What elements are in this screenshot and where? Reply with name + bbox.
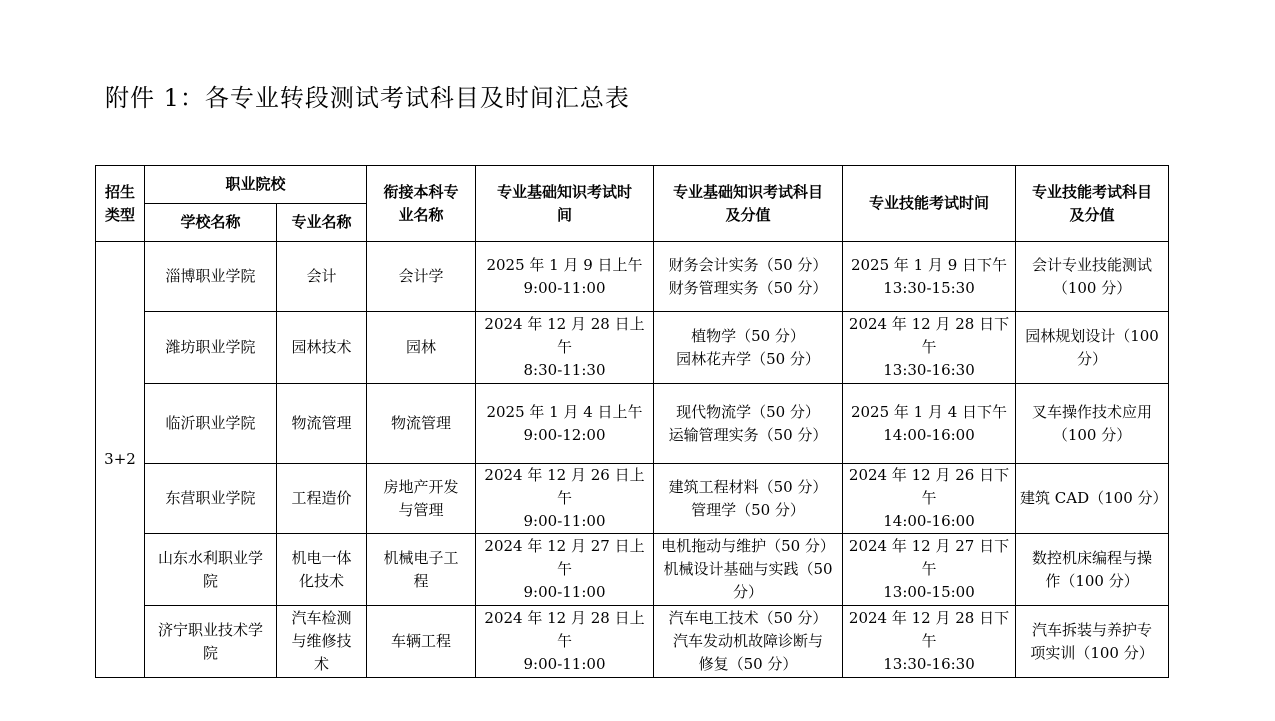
major-name-cell xyxy=(277,384,367,464)
school-name-cell xyxy=(145,242,277,312)
school-name-cell-line: 潍坊职业学院 xyxy=(165,338,256,356)
basic-exam-time-cell xyxy=(476,606,654,678)
undergrad-major-cell-line: 车辆工程 xyxy=(391,632,452,650)
school-name-cell-line: 淄博职业学院 xyxy=(165,267,256,285)
basic-exam-subjects-cell-line: 修复（50 分） xyxy=(698,655,798,673)
header-basic-exam-time-line: 间 xyxy=(557,205,573,224)
basic-exam-time-cell-line: 2024 年 12 月 27 日上午 xyxy=(484,537,645,578)
skill-exam-time-cell-line: 14:00-16:00 xyxy=(883,425,975,444)
skill-exam-subjects-cell-line: 分） xyxy=(1077,349,1108,368)
skill-exam-time-cell-line: 2025 年 1 月 4 日下午 xyxy=(850,402,1008,421)
undergrad-major-cell-line: 机械电子工 xyxy=(383,548,459,567)
header-undergrad-major xyxy=(367,166,476,242)
school-name-cell xyxy=(145,312,277,384)
skill-exam-subjects-cell-line: （100 分） xyxy=(1052,278,1132,297)
basic-exam-subjects-cell xyxy=(654,242,843,312)
skill-exam-time-cell-line: 2024 年 12 月 28 日下午 xyxy=(848,609,1010,650)
table-header xyxy=(96,166,1169,242)
header-basic-exam-subjects-line: 专业基础知识考试科目 xyxy=(673,182,824,201)
skill-exam-subjects-cell-line: 建筑 CAD（100 分） xyxy=(1020,489,1168,507)
undergrad-major-cell-line: 房地产开发 xyxy=(383,477,459,496)
skill-exam-subjects-cell xyxy=(1016,384,1169,464)
undergrad-major-cell xyxy=(367,606,476,678)
table-row xyxy=(96,384,1169,464)
skill-exam-subjects-cell-line: 项实训（100 分） xyxy=(1030,643,1154,662)
basic-exam-subjects-cell-line: 电机拖动与维护（50 分） xyxy=(661,537,835,555)
table-row xyxy=(96,534,1169,606)
skill-exam-subjects-cell-line: 会计专业技能测试 xyxy=(1032,255,1153,274)
basic-exam-time-cell-line: 2025 年 1 月 9 日上午 xyxy=(486,255,643,274)
school-name-cell xyxy=(145,384,277,464)
basic-exam-subjects-cell-line: 植物学（50 分） xyxy=(691,326,805,345)
skill-exam-subjects-cell xyxy=(1016,606,1169,678)
basic-exam-time-cell-line: 2024 年 12 月 26 日上午 xyxy=(484,466,645,507)
header-school-name: 学校名称 xyxy=(145,204,277,242)
basic-exam-subjects-cell-line: 园林花卉学（50 分） xyxy=(676,349,820,368)
school-name-cell-line: 山东水利职业学 xyxy=(157,548,263,567)
basic-exam-time-cell xyxy=(476,384,654,464)
major-name-cell-line: 术 xyxy=(314,655,330,673)
skill-exam-time-cell-line: 13:30-16:30 xyxy=(883,655,975,673)
skill-exam-time-cell-line: 2025 年 1 月 9 日下午 xyxy=(850,255,1008,274)
skill-exam-time-cell xyxy=(843,312,1016,384)
major-name-cell-line: 园林技术 xyxy=(291,338,352,356)
basic-exam-subjects-cell-line: 管理学（50 分） xyxy=(691,500,805,519)
major-name-cell xyxy=(277,534,367,606)
type-cell: 3+2 xyxy=(96,242,145,678)
header-undergrad-major-line: 业名称 xyxy=(398,205,444,224)
skill-exam-subjects-cell-line: 园林规划设计（100 xyxy=(1025,326,1159,345)
basic-exam-time-cell-line: 9:00-11:00 xyxy=(523,583,606,601)
header-basic-exam-subjects xyxy=(654,166,843,242)
table-row xyxy=(96,464,1169,534)
header-vocational-group: 职业院校 xyxy=(145,166,367,204)
school-name-cell xyxy=(145,534,277,606)
undergrad-major-cell-line: 园林 xyxy=(406,338,437,356)
undergrad-major-cell-line: 会计学 xyxy=(398,267,444,285)
basic-exam-time-cell-line: 9:00-11:00 xyxy=(523,278,606,297)
undergrad-major-cell xyxy=(367,242,476,312)
basic-exam-time-cell xyxy=(476,534,654,606)
header-basic-exam-time-line: 专业基础知识考试时 xyxy=(497,182,633,201)
exam-summary-table xyxy=(95,165,1169,678)
header-undergrad-major-line: 衔接本科专 xyxy=(383,182,459,201)
basic-exam-subjects-cell-line: 分） xyxy=(733,583,764,601)
skill-exam-subjects-cell-line: 作（100 分） xyxy=(1045,571,1139,590)
header-skill-exam-subjects-line: 及分值 xyxy=(1069,205,1115,224)
basic-exam-subjects-cell xyxy=(654,312,843,384)
basic-exam-subjects-cell-line: 机械设计基础与实践（50 xyxy=(663,560,833,578)
basic-exam-time-cell-line: 9:00-11:00 xyxy=(523,655,606,673)
header-type-line: 类型 xyxy=(104,205,135,224)
header-row-top xyxy=(96,166,1169,204)
skill-exam-time-cell-line: 13:30-15:30 xyxy=(883,278,975,297)
skill-exam-subjects-cell-line: 汽车拆装与养护专 xyxy=(1032,620,1153,639)
basic-exam-time-cell-line: 9:00-11:00 xyxy=(523,512,606,530)
table-body xyxy=(96,242,1169,678)
document-title: 附件 1：各专业转段测试考试科目及时间汇总表 xyxy=(105,84,630,112)
header-major-name: 专业名称 xyxy=(277,204,367,242)
skill-exam-subjects-cell-line: 叉车操作技术应用 xyxy=(1032,402,1153,421)
basic-exam-time-cell xyxy=(476,242,654,312)
skill-exam-time-cell-line: 13:00-15:00 xyxy=(883,583,975,601)
undergrad-major-cell xyxy=(367,464,476,534)
school-name-cell-line: 济宁职业技术学 xyxy=(157,620,263,639)
basic-exam-time-cell-line: 8:30-11:30 xyxy=(523,361,606,379)
undergrad-major-cell-line: 程 xyxy=(413,571,429,590)
skill-exam-subjects-cell xyxy=(1016,534,1169,606)
major-name-cell xyxy=(277,606,367,678)
undergrad-major-cell xyxy=(367,312,476,384)
basic-exam-subjects-cell-line: 财务管理实务（50 分） xyxy=(668,278,828,297)
basic-exam-time-cell xyxy=(476,464,654,534)
skill-exam-subjects-cell-line: （100 分） xyxy=(1052,425,1132,444)
basic-exam-subjects-cell-line: 财务会计实务（50 分） xyxy=(668,255,828,274)
basic-exam-subjects-cell xyxy=(654,384,843,464)
basic-exam-time-cell-line: 2025 年 1 月 4 日上午 xyxy=(486,402,643,421)
basic-exam-subjects-cell xyxy=(654,464,843,534)
basic-exam-time-cell-line: 9:00-12:00 xyxy=(523,425,606,444)
header-skill-exam-time: 专业技能考试时间 xyxy=(843,166,1016,242)
school-name-cell-line: 院 xyxy=(202,571,218,590)
skill-exam-subjects-cell xyxy=(1016,242,1169,312)
header-basic-exam-subjects-line: 及分值 xyxy=(725,205,771,224)
skill-exam-time-cell-line: 2024 年 12 月 26 日下午 xyxy=(848,466,1010,507)
skill-exam-time-cell-line: 2024 年 12 月 27 日下午 xyxy=(848,537,1010,578)
header-type xyxy=(96,166,145,242)
basic-exam-subjects-cell-line: 现代物流学（50 分） xyxy=(676,402,820,421)
header-type-line: 招生 xyxy=(104,182,135,201)
basic-exam-subjects-cell-line: 汽车发动机故障诊断与 xyxy=(673,632,824,650)
major-name-cell xyxy=(277,312,367,384)
skill-exam-time-cell xyxy=(843,534,1016,606)
table-row xyxy=(96,606,1169,678)
school-name-cell-line: 东营职业学院 xyxy=(165,489,256,507)
major-name-cell-line: 会计 xyxy=(306,267,337,285)
school-name-cell xyxy=(145,606,277,678)
header-basic-exam-time xyxy=(476,166,654,242)
skill-exam-subjects-cell-line: 数控机床编程与操 xyxy=(1032,548,1153,567)
skill-exam-subjects-cell xyxy=(1016,464,1169,534)
school-name-cell-line: 院 xyxy=(202,643,218,662)
basic-exam-subjects-cell-line: 建筑工程材料（50 分） xyxy=(668,477,828,496)
basic-exam-subjects-cell xyxy=(654,534,843,606)
major-name-cell-line: 与维修技 xyxy=(291,632,352,650)
skill-exam-time-cell-line: 13:30-16:30 xyxy=(883,361,975,379)
major-name-cell-line: 工程造价 xyxy=(291,489,352,507)
skill-exam-time-cell-line: 14:00-16:00 xyxy=(883,512,975,530)
basic-exam-subjects-cell-line: 汽车电工技术（50 分） xyxy=(668,609,828,627)
skill-exam-subjects-cell xyxy=(1016,312,1169,384)
basic-exam-time-cell-line: 2024 年 12 月 28 日上午 xyxy=(484,609,645,650)
skill-exam-time-cell xyxy=(843,242,1016,312)
major-name-cell xyxy=(277,242,367,312)
major-name-cell-line: 机电一体 xyxy=(291,548,352,567)
major-name-cell-line: 物流管理 xyxy=(291,414,352,432)
skill-exam-time-cell-line: 2024 年 12 月 28 日下午 xyxy=(848,315,1010,356)
header-skill-exam-subjects-line: 专业技能考试科目 xyxy=(1032,182,1153,201)
major-name-cell-line: 汽车检测 xyxy=(291,609,352,627)
skill-exam-time-cell xyxy=(843,606,1016,678)
basic-exam-time-cell xyxy=(476,312,654,384)
basic-exam-subjects-cell-line: 运输管理实务（50 分） xyxy=(668,425,828,444)
table-row xyxy=(96,312,1169,384)
header-skill-exam-subjects xyxy=(1016,166,1169,242)
skill-exam-time-cell xyxy=(843,464,1016,534)
undergrad-major-cell xyxy=(367,384,476,464)
school-name-cell-line: 临沂职业学院 xyxy=(165,414,256,432)
skill-exam-time-cell xyxy=(843,384,1016,464)
undergrad-major-cell xyxy=(367,534,476,606)
undergrad-major-cell-line: 物流管理 xyxy=(391,414,452,432)
major-name-cell-line: 化技术 xyxy=(299,571,345,590)
undergrad-major-cell-line: 与管理 xyxy=(398,500,444,519)
basic-exam-time-cell-line: 2024 年 12 月 28 日上午 xyxy=(484,315,645,356)
school-name-cell xyxy=(145,464,277,534)
table-row xyxy=(96,242,1169,312)
basic-exam-subjects-cell xyxy=(654,606,843,678)
major-name-cell xyxy=(277,464,367,534)
